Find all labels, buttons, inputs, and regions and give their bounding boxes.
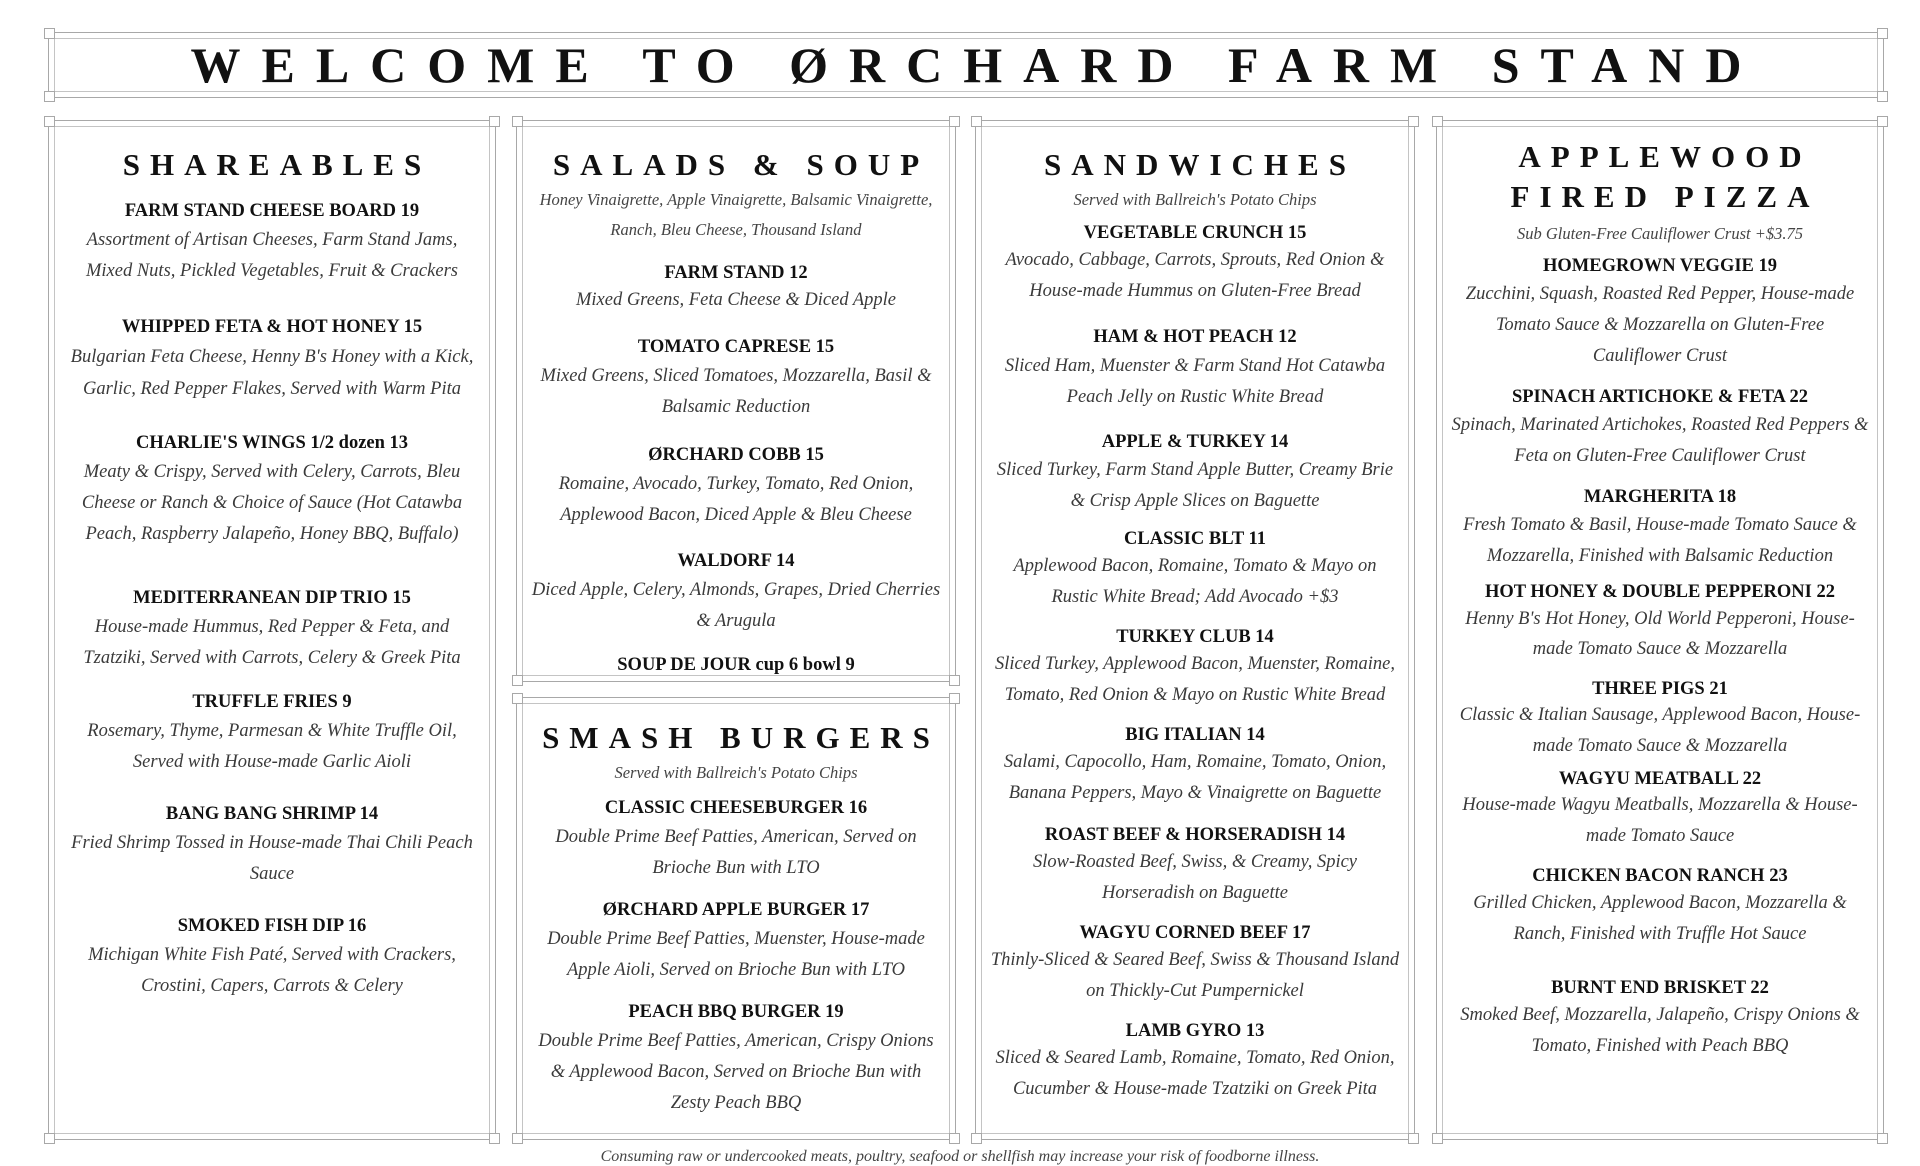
item-name: TRUFFLE FRIES 9: [192, 692, 352, 712]
item-description: Slow-Roasted Beef, Swiss, & Creamy, Spicy Horseradish on Baguette: [1032, 852, 1358, 903]
corner-ornament: [44, 116, 55, 127]
item-name: HOT HONEY & DOUBLE PEPPERONI 22: [1485, 582, 1835, 602]
item-name: WALDORF 14: [677, 551, 795, 571]
page-title: WELCOME TO ØRCHARD FARM STAND: [190, 37, 1763, 93]
menu-item: [1451, 768, 1869, 852]
menu-item: [63, 429, 481, 550]
corner-ornament: [489, 116, 500, 127]
item-description: Spinach, Marinated Artichokes, Roasted Red Peppers & Feta on Gluten-Free Cauliflower Crust: [1451, 415, 1869, 466]
item-name: LAMB GYRO 13: [1125, 1021, 1265, 1041]
menu-item: [1451, 580, 1869, 664]
item-description: Romaine, Avocado, Turkey, Tomato, Red Onion, Applewood Bacon, Diced Apple & Bleu Cheese: [558, 474, 914, 525]
item-description: Smoked Beef, Mozzarella, Jalapeño, Crispy Onions & Tomato, Finished with Peach BBQ: [1460, 1005, 1860, 1056]
item-name: WAGYU CORNED BEEF 17: [1079, 923, 1311, 943]
item-name: TURKEY CLUB 14: [1116, 627, 1274, 647]
menu-item: [531, 547, 941, 637]
corner-ornament: [1877, 116, 1888, 127]
item-description: Fresh Tomato & Basil, House-made Tomato Sauce & Mozzarella, Finished with Balsamic Reduction: [1463, 515, 1857, 566]
item-description: Fried Shrimp Tossed in House-made Thai Chili Peach Sauce: [71, 833, 473, 884]
menu-item: [990, 921, 1400, 1007]
item-name: APPLE & TURKEY 14: [1101, 432, 1289, 452]
item-name: BURNT END BRISKET 22: [1551, 978, 1769, 998]
menu-item: [63, 197, 481, 287]
foodborne-disclaimer: Consuming raw or undercooked meats, poultry, seafood or shellfish may increase your risk of foodborne illness.: [600, 1148, 1320, 1165]
item-description: Rosemary, Thyme, Parmesan & White Truffle Oil, Served with House-made Garlic Aioli: [87, 721, 457, 772]
section-title: FIRED PIZZA: [1510, 179, 1820, 214]
shareables-section: [48, 120, 496, 1140]
item-name: FARM STAND CHEESE BOARD 19: [124, 201, 420, 221]
item-name: ØRCHARD APPLE BURGER 17: [602, 900, 870, 920]
item-name: WHIPPED FETA & HOT HONEY 15: [121, 317, 423, 337]
welcome-banner: [48, 32, 1884, 98]
menu-item: [1451, 484, 1869, 572]
section-title: SHAREABLES: [122, 147, 432, 182]
corner-ornament: [512, 693, 523, 704]
item-name: HOMEGROWN VEGGIE 19: [1542, 256, 1777, 276]
item-description: Thinly-Sliced & Seared Beef, Swiss & Thousand Island on Thickly-Cut Pumpernickel: [990, 950, 1400, 1001]
item-name: TOMATO CAPRESE 15: [637, 337, 835, 357]
item-description: Zucchini, Squash, Roasted Red Pepper, House-made Tomato Sauce & Mozzarella on Gluten-Free Cauliflower Crust: [1465, 284, 1855, 366]
menu-item: [531, 441, 941, 531]
item-name: SOUP DE JOUR cup 6 bowl 9: [617, 655, 855, 675]
item-description: Sliced & Seared Lamb, Romaine, Tomato, Red Onion, Cucumber & House-made Tzatziki on Greek Pita: [995, 1048, 1395, 1099]
corner-ornament: [1432, 116, 1443, 127]
menu-item: [990, 1019, 1400, 1105]
smash-burgers-section: [516, 697, 956, 1140]
item-name: BIG ITALIAN 14: [1125, 725, 1265, 745]
menu-item: [531, 651, 941, 679]
item-description: Classic & Italian Sausage, Applewood Bacon, House-made Tomato Sauce & Mozzarella: [1459, 705, 1861, 756]
item-description: Diced Apple, Celery, Almonds, Grapes, Dried Cherries & Arugula: [531, 580, 941, 631]
item-name: FARM STAND 12: [664, 263, 808, 283]
menu-item: [531, 896, 941, 986]
item-name: CLASSIC CHEESEBURGER 16: [604, 798, 868, 818]
item-description: Double Prime Beef Patties, Muenster, House-made Apple Aioli, Served on Brioche Bun with LTO: [547, 929, 925, 980]
item-description: House-made Hummus, Red Pepper & Feta, and Tzatziki, Served with Carrots, Celery & Greek Pita: [83, 617, 461, 668]
item-description: Salami, Capocollo, Ham, Romaine, Tomato, Onion, Banana Peppers, Mayo & Vinaigrette on Baguette: [1003, 752, 1387, 803]
item-name: WAGYU MEATBALL 22: [1558, 769, 1762, 789]
item-description: Henny B's Hot Honey, Old World Pepperoni, House-made Tomato Sauce & Mozzarella: [1465, 609, 1855, 659]
section-title: SALADS & SOUP: [552, 147, 930, 182]
menu-item: [531, 998, 941, 1119]
item-name: CHARLIE'S WINGS 1/2 dozen 13: [135, 433, 409, 453]
menu-item: [1451, 384, 1869, 472]
section-title: SMASH BURGERS: [542, 720, 940, 755]
item-name: VEGETABLE CRUNCH 15: [1083, 223, 1307, 243]
menu-item: [990, 723, 1400, 809]
item-name: SMOKED FISH DIP 16: [177, 916, 367, 936]
menu-item: [531, 794, 941, 884]
item-description: Sliced Turkey, Applewood Bacon, Muenster, Romaine, Tomato, Red Onion & Mayo on Rustic White Bread: [995, 654, 1395, 705]
salads-soup-section: [516, 120, 956, 682]
menu-item: [63, 313, 481, 405]
corner-ornament: [1408, 1133, 1419, 1144]
item-description: Michigan White Fish Paté, Served with Crackers, Crostini, Capers, Carrots & Celery: [88, 945, 456, 996]
item-name: SPINACH ARTICHOKE & FETA 22: [1511, 387, 1809, 407]
section-subtitle: Sub Gluten-Free Cauliflower Crust +$3.75: [1517, 224, 1803, 243]
item-description: Double Prime Beef Patties, American, Served on Brioche Bun with LTO: [555, 827, 917, 878]
menu-item: [990, 625, 1400, 711]
corner-ornament: [512, 675, 523, 686]
menu-item: [1451, 253, 1869, 372]
menu-item: [531, 333, 941, 423]
section-subtitle: Served with Ballreich's Potato Chips: [1073, 190, 1317, 209]
item-description: Mixed Greens, Feta Cheese & Diced Apple: [575, 290, 897, 310]
menu-item: [1451, 864, 1869, 950]
menu-item: [990, 429, 1400, 517]
section-subtitle: Served with Ballreich's Potato Chips: [614, 763, 858, 782]
item-name: MEDITERRANEAN DIP TRIO 15: [133, 588, 411, 608]
corner-ornament: [1408, 116, 1419, 127]
pizza-section: [1436, 120, 1884, 1140]
menu-item: [990, 823, 1400, 909]
section-title: SANDWICHES: [1044, 147, 1356, 182]
item-description: Bulgarian Feta Cheese, Henny B's Honey with a Kick, Garlic, Red Pepper Flakes, Served with Warm Pita: [70, 347, 474, 399]
corner-ornament: [1877, 1133, 1888, 1144]
section-title: APPLEWOOD: [1518, 139, 1812, 174]
menu-item: [990, 527, 1400, 613]
item-description: Avocado, Cabbage, Carrots, Sprouts, Red Onion & House-made Hummus on Gluten-Free Bread: [1005, 250, 1385, 301]
item-name: ØRCHARD COBB 15: [648, 445, 824, 465]
menu-item: [63, 912, 481, 1002]
corner-ornament: [512, 1133, 523, 1144]
item-name: PEACH BBQ BURGER 19: [628, 1002, 844, 1022]
menu-item: [1451, 976, 1869, 1062]
corner-ornament: [489, 1133, 500, 1144]
item-description: Meaty & Crispy, Served with Celery, Carrots, Bleu Cheese or Ranch & Choice of Sauce (Hot Catawba Peach, Raspberry Jalapeño, Honey BBQ, Buffalo): [81, 462, 463, 544]
corner-ornament: [949, 693, 960, 704]
item-name: ROAST BEEF & HORSERADISH 14: [1044, 825, 1346, 845]
item-name: MARGHERITA 18: [1583, 487, 1737, 507]
item-description: Sliced Ham, Muenster & Farm Stand Hot Catawba Peach Jelly on Rustic White Bread: [1004, 356, 1386, 407]
corner-ornament: [971, 1133, 982, 1144]
menu-item: [63, 584, 481, 674]
item-name: CHICKEN BACON RANCH 23: [1532, 866, 1788, 886]
corner-ornament: [949, 1133, 960, 1144]
corner-ornament: [512, 116, 523, 127]
item-name: BANG BANG SHRIMP 14: [165, 804, 379, 824]
item-description: House-made Wagyu Meatballs, Mozzarella & House-made Tomato Sauce: [1462, 795, 1858, 846]
item-description: Grilled Chicken, Applewood Bacon, Mozzarella & Ranch, Finished with Truffle Hot Sauce: [1473, 893, 1847, 944]
corner-ornament: [1432, 1133, 1443, 1144]
item-name: CLASSIC BLT 11: [1124, 529, 1266, 549]
corner-ornament: [949, 116, 960, 127]
item-name: THREE PIGS 21: [1592, 679, 1728, 699]
item-description: Applewood Bacon, Romaine, Tomato & Mayo on Rustic White Bread; Add Avocado +$3: [1013, 556, 1377, 607]
item-description: Double Prime Beef Patties, American, Crispy Onions & Applewood Bacon, Served on Brioche Bun with Zesty Peach BBQ: [538, 1031, 934, 1113]
corner-ornament: [971, 116, 982, 127]
sandwiches-section: [975, 120, 1415, 1140]
menu-item: [990, 323, 1400, 413]
section-subtitle: Honey Vinaigrette, Apple Vinaigrette, Balsamic Vinaigrette, Ranch, Bleu Cheese, Thousand Island: [539, 190, 933, 239]
menu-item: [531, 259, 941, 313]
item-description: Sliced Turkey, Farm Stand Apple Butter, Creamy Brie & Crisp Apple Slices on Baguette: [996, 460, 1394, 511]
menu-item: [1451, 678, 1869, 762]
item-description: Mixed Greens, Sliced Tomatoes, Mozzarella, Basil & Balsamic Reduction: [540, 366, 932, 417]
item-description: Assortment of Artisan Cheeses, Farm Stand Jams, Mixed Nuts, Pickled Vegetables, Fruit & Crackers: [86, 230, 458, 281]
menu-item: [990, 221, 1400, 307]
menu-item: [63, 800, 481, 890]
item-name: HAM & HOT PEACH 12: [1093, 327, 1297, 347]
menu-item: [63, 688, 481, 778]
corner-ornament: [44, 1133, 55, 1144]
corner-ornament: [949, 675, 960, 686]
